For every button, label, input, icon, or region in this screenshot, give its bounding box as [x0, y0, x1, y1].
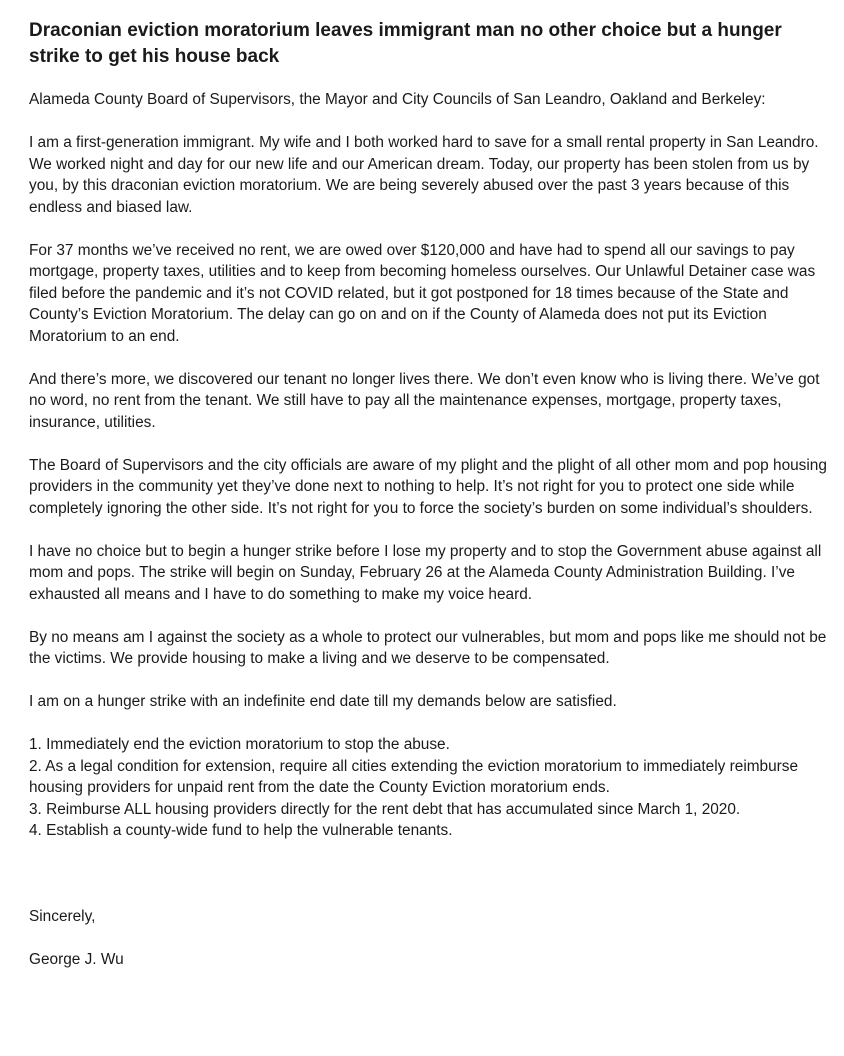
paragraph-not-against-society: By no means am I against the society as a whole to protect our vulnerables, but mom and pops like me should not be the victims. We provide housing to make a living and we deserve to be compensated. — [29, 628, 827, 667]
letter-title: Draconian eviction moratorium leaves immigrant man no other choice but a hunger strike to get his house back — [29, 20, 782, 67]
paragraph-tenant-gone: And there’s more, we discovered our tenant no longer lives there. We don’t even know who is living there. We’ve got no word, no rent from the tenant. We still have to pay all the maintenance expenses, mortgage, property taxes, insurance, utilities. — [29, 370, 820, 431]
demand-item: 4. Establish a county-wide fund to help the vulnerable tenants. — [29, 822, 453, 839]
closing: Sincerely, — [29, 907, 96, 925]
paragraph-hunger-strike: I have no choice but to begin a hunger strike before I lose my property and to stop the Government abuse against all mom and pops. The strike will begin on Sunday, February 26 at the Alameda County Administration Building. I’ve exhausted all means and I have to do something to make my voice heard. — [29, 542, 822, 603]
demand-item: 2. As a legal condition for extension, require all cities extending the eviction moratorium to immediately reimburse housing providers for unpaid rent from the date the County Eviction moratorium ends. — [29, 757, 799, 796]
paragraph-immigrant-story: I am a first-generation immigrant. My wife and I both worked hard to save for a small rental property in San Leandro. We worked night and day for our new life and our American dream. Today, our property has been stolen from us by you, by this draconian eviction moratorium. We are being severely abused over the past 3 years because of this endless and biased law. — [29, 134, 819, 216]
demands-list — [29, 734, 829, 842]
demand-item: 3. Reimburse ALL housing providers directly for the rent debt that has accumulated since March 1, 2020. — [29, 800, 741, 818]
demand-item: 1. Immediately end the eviction moratorium to stop the abuse. — [29, 736, 450, 753]
paragraph-indefinite-strike: I am on a hunger strike with an indefinite end date till my demands below are satisfied. — [29, 693, 617, 710]
signature: George J. Wu — [29, 950, 124, 968]
salutation: Alameda County Board of Supervisors, the Mayor and City Councils of San Leandro, Oakland and Berkeley: — [29, 91, 766, 108]
letter-page — [29, 18, 829, 992]
paragraph-officials-aware: The Board of Supervisors and the city officials are aware of my plight and the plight of all other mom and pop housing providers in the community yet they’ve done next to nothing to help. It’s not right for you to protect one side while completely ignoring the other side. It’s not right for you to force the society’s burden on some individual’s shoulders. — [29, 456, 827, 517]
paragraph-unpaid-rent: For 37 months we’ve received no rent, we are owed over $120,000 and have had to spend all our savings to pay mortgage, property taxes, utilities and to keep from becoming homeless ourselves. Our Unlawful Detainer case was filed before the pandemic and it’s not COVID related, but it got postponed for 18 times because of the State and County’s Eviction Moratorium. The delay can go on and on if the County of Alameda does not put its Eviction Moratorium to an end. — [29, 241, 816, 345]
